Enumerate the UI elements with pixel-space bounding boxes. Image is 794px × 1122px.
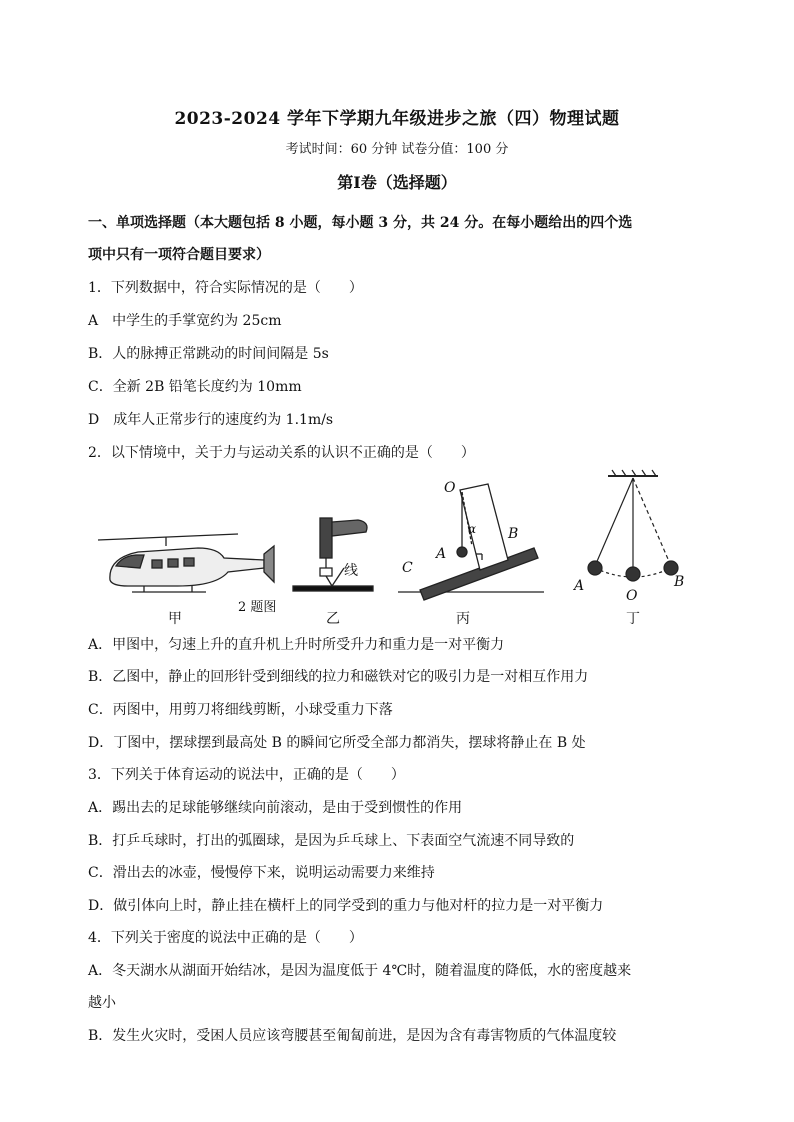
label-bing: 丙 bbox=[456, 611, 470, 627]
q4-option-a: A．冬天湖水从湖面开始结冰，是因为温度低于 4℃时，随着温度的降低，水的密度越来 bbox=[88, 963, 632, 979]
part1-heading-line2: 项中只有一项符合题目要求） bbox=[88, 247, 270, 263]
bing-point-c: C bbox=[402, 560, 413, 576]
q1-stem: 1．下列数据中，符合实际情况的是（ ） bbox=[88, 280, 363, 296]
label-yi: 乙 bbox=[326, 611, 340, 627]
bing-point-a: A bbox=[436, 546, 447, 562]
q3-stem: 3．下列关于体育运动的说法中，正确的是（ ） bbox=[88, 767, 405, 783]
q1-option-b: B．人的脉搏正常跳动的时间间隔是 5s bbox=[88, 346, 329, 362]
q3-option-a: A．踢出去的足球能够继续向前滚动，是由于受到惯性的作用 bbox=[88, 800, 463, 816]
q2-option-d: D．丁图中，摆球摆到最高处 B 的瞬间它所受全部力都消失，摆球将静止在 B 处 bbox=[88, 735, 586, 751]
label-xian: 线 bbox=[344, 563, 358, 579]
figure-caption: 2 题图 bbox=[238, 600, 277, 615]
exam-title: 2023-2024 学年下学期九年级进步之旅（四）物理试题 bbox=[174, 109, 620, 129]
q4-option-a-continued: 越小 bbox=[88, 995, 116, 1011]
q1-option-c: C．全新 2B 铅笔长度约为 10mm bbox=[88, 379, 302, 395]
q3-option-d: D．做引体向上时，静止挂在横杆上的同学受到的重力与他对杆的拉力是一对平衡力 bbox=[88, 898, 604, 914]
q4-option-b: B．发生火灾时，受困人员应该弯腰甚至匍匐前进，是因为含有毒害物质的气体温度较 bbox=[88, 1028, 617, 1044]
q2-stem: 2．以下情境中，关于力与运动关系的认识不正确的是（ ） bbox=[88, 445, 475, 461]
q4-stem: 4．下列关于密度的说法中正确的是（ ） bbox=[88, 930, 363, 946]
pendulum-illustration bbox=[588, 470, 678, 581]
ding-point-b: B bbox=[674, 574, 685, 590]
q2-option-a: A．甲图中，匀速上升的直升机上升时所受升力和重力是一对平衡力 bbox=[88, 637, 505, 653]
q2-figure-drawing bbox=[88, 462, 718, 630]
bing-angle-alpha: α bbox=[468, 522, 477, 536]
helicopter-illustration bbox=[98, 534, 274, 592]
exam-subtitle: 考试时间：60 分钟 试卷分值：100 分 bbox=[285, 142, 509, 157]
incline-illustration bbox=[398, 484, 544, 600]
ding-point-o: O bbox=[626, 588, 638, 604]
part1-heading-line1: 一、单项选择题（本大题包括 8 小题，每小题 3 分，共 24 分。在每小题给出的四个选 bbox=[88, 215, 633, 231]
q2-figure bbox=[88, 462, 718, 630]
q1-option-d: D 成年人正常步行的速度约为 1.1m/s bbox=[88, 412, 334, 428]
bing-point-o: O bbox=[444, 480, 456, 496]
q1-option-a: A 中学生的手掌宽约为 25cm bbox=[88, 313, 282, 329]
q3-option-b: B．打乒乓球时，打出的弧圈球，是因为乒乓球上、下表面空气流速不同导致的 bbox=[88, 833, 575, 849]
ding-point-a: A bbox=[574, 578, 585, 594]
q3-option-c: C．滑出去的冰壶，慢慢停下来，说明运动需要力来维持 bbox=[88, 865, 435, 881]
q2-option-c: C．丙图中，用剪刀将细线剪断，小球受重力下落 bbox=[88, 702, 393, 718]
q2-option-b: B．乙图中，静止的回形针受到细线的拉力和磁铁对它的吸引力是一对相互作用力 bbox=[88, 669, 589, 685]
section-title: 第Ⅰ卷（选择题） bbox=[337, 173, 457, 192]
bing-point-b: B bbox=[508, 526, 519, 542]
label-ding: 丁 bbox=[626, 611, 640, 627]
label-jia: 甲 bbox=[168, 611, 182, 627]
magnet-clip-illustration bbox=[293, 518, 373, 591]
